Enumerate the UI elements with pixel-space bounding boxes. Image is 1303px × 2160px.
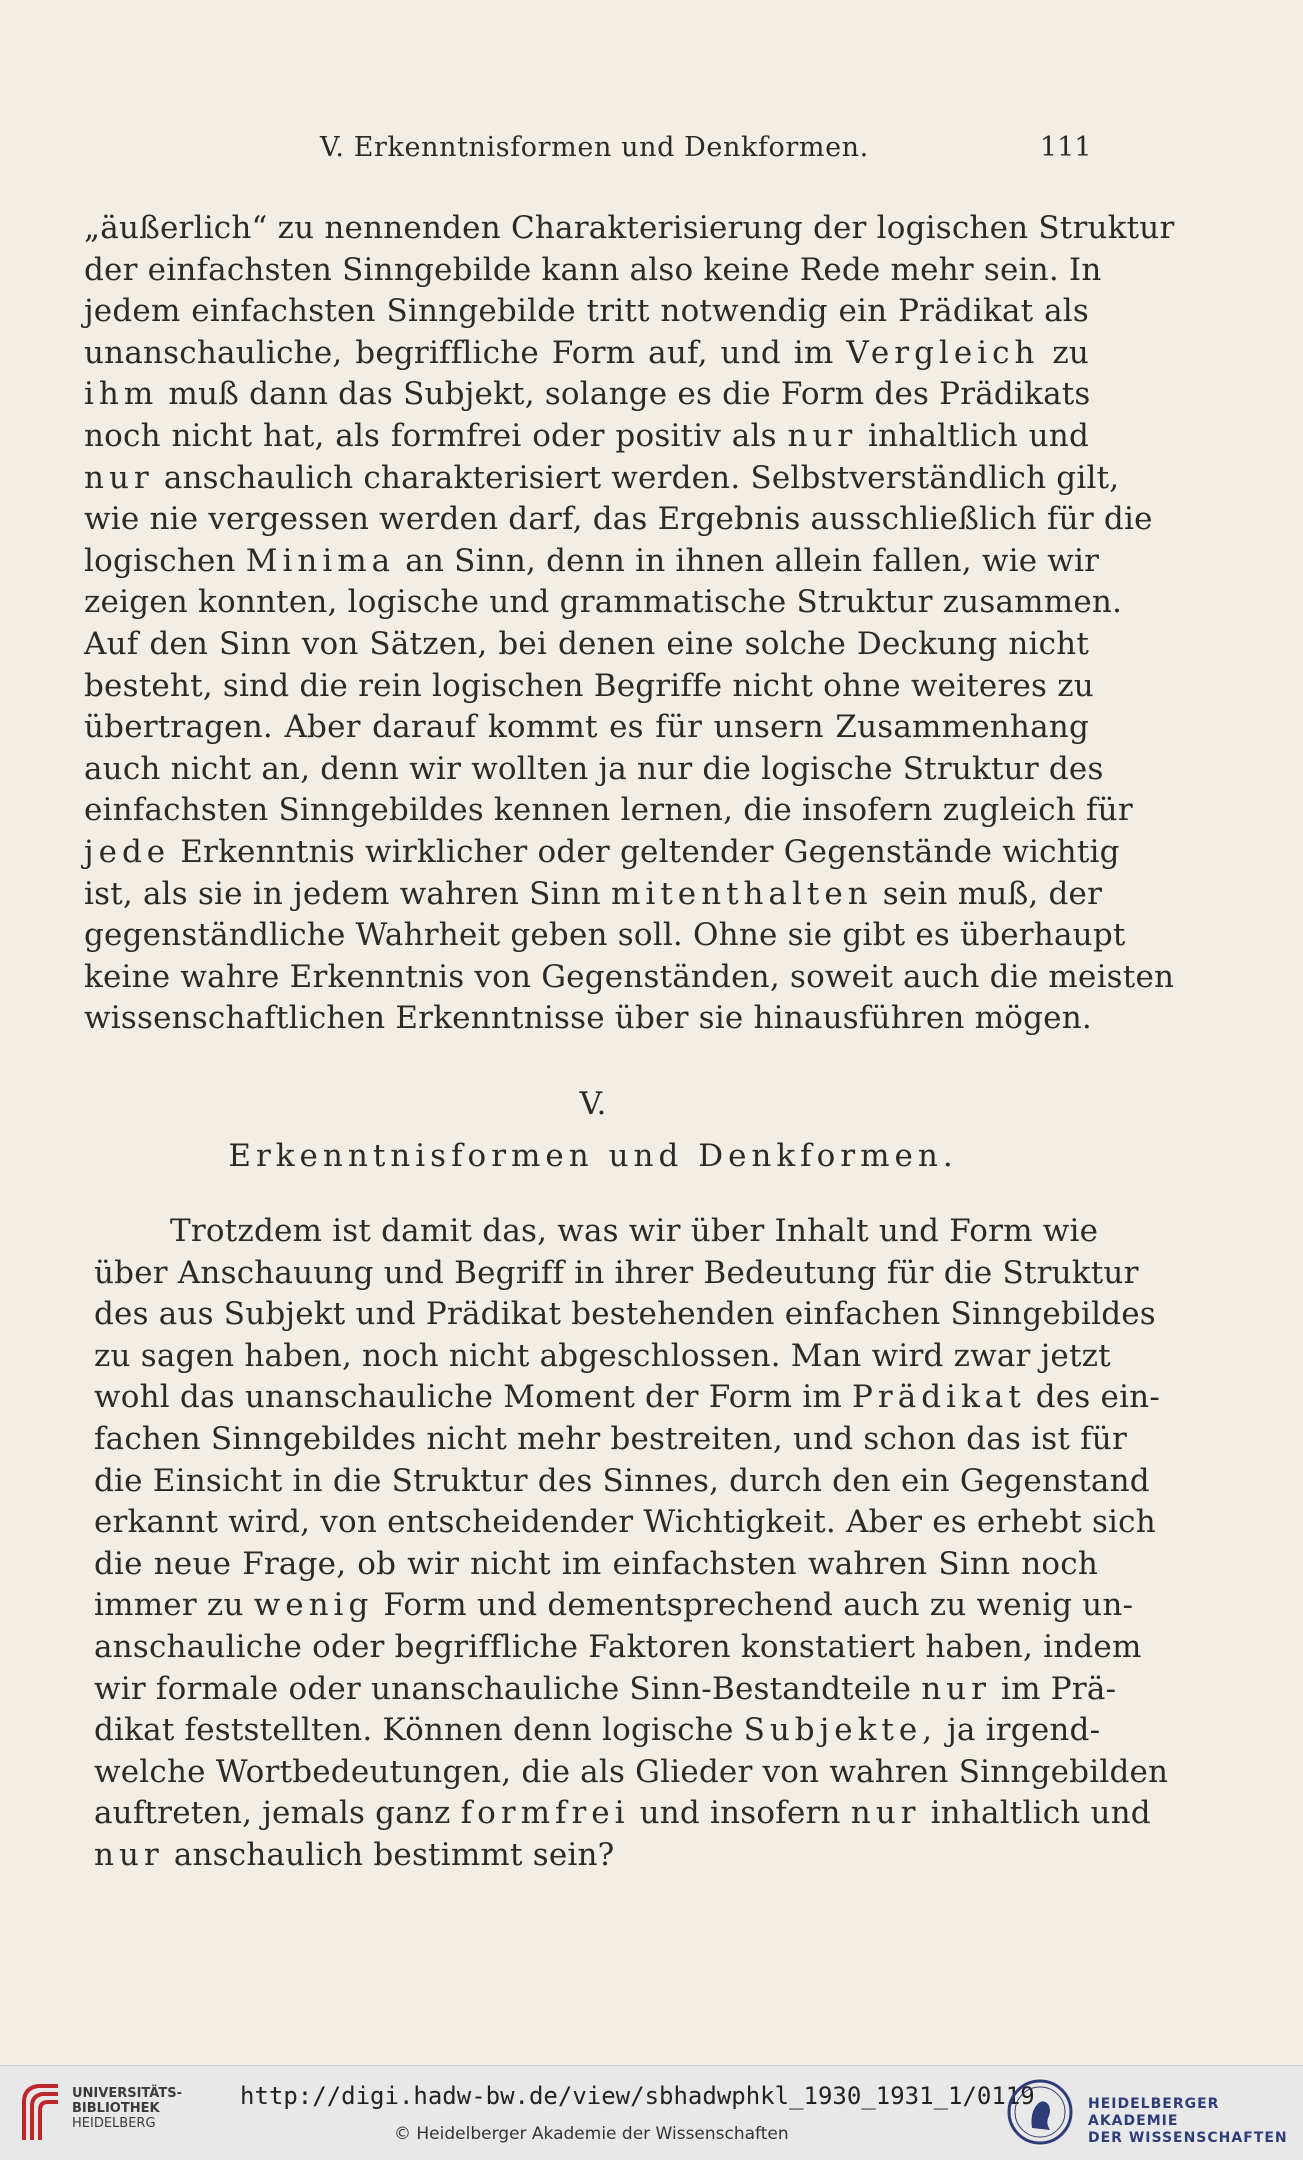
section-number: V. (579, 1086, 607, 1122)
permalink-url[interactable]: http://digi.hadw-bw.de/view/sbhadwphkl_1930_1931_1/0119 (240, 2082, 1035, 2110)
academy-seal-icon (1006, 2078, 1074, 2146)
university-library-logo-icon (14, 2080, 64, 2146)
paragraph (94, 1211, 1169, 1877)
text-line: noch nicht hat, als formfrei oder positiv als nur inhaltlich und (84, 417, 1089, 454)
text-line: dikat feststellten. Können denn logische Subjekte, ja irgend- (94, 1712, 1101, 1749)
page-number: 111 (1040, 132, 1092, 163)
text-line: des aus Subjekt und Prädikat bestehenden einfachen Sinngebildes (94, 1296, 1156, 1333)
academy-name: HEIDELBERGER AKADEMIE DER WISSENSCHAFTEN (1088, 2096, 1288, 2146)
paragraph-continued (84, 208, 1175, 1040)
copyright-notice: © Heidelberger Akademie der Wissenschaften (394, 2124, 789, 2144)
text-line: ihm muß dann das Subjekt, solange es die Form des Prädikats (84, 376, 1091, 413)
footer-bar (0, 2065, 1303, 2160)
text-line: logischen Minima an Sinn, denn in ihnen allein fallen, wie wir (84, 542, 1100, 579)
text-line: zeigen konnten, logische und grammatische Struktur zusammen. (84, 584, 1123, 621)
text-line: besteht, sind die rein logischen Begriffe nicht ohne weiteres zu (84, 667, 1094, 704)
text-line: „äußerlich“ zu nennenden Charakterisierung der logischen Struktur (84, 210, 1175, 246)
text-line: übertragen. Aber darauf kommt es für unsern Zusammenhang (84, 709, 1089, 746)
university-library-name: UNIVERSITÄTS- BIBLIOTHEK HEIDELBERG (72, 2086, 182, 2131)
text-line: die neue Frage, ob wir nicht im einfachsten wahren Sinn noch (94, 1545, 1098, 1582)
text-line: auftreten, jemals ganz formfrei und insofern nur inhaltlich und (94, 1795, 1151, 1832)
text-line: fachen Sinngebildes nicht mehr bestreiten, und schon das ist für (94, 1420, 1127, 1457)
text-line: nur anschaulich charakterisiert werden. Selbstverständlich gilt, (84, 459, 1120, 496)
text-line: jedem einfachsten Sinngebilde tritt notwendig ein Prädikat als (84, 293, 1089, 330)
text-line: Trotzdem ist damit das, was wir über Inhalt und Form wie (170, 1213, 1099, 1249)
text-line: über Anschauung und Begriff in ihrer Bedeutung für die Struktur (94, 1254, 1139, 1291)
text-line: zu sagen haben, noch nicht abgeschlossen. Man wird zwar jetzt (94, 1337, 1111, 1374)
text-line: Auf den Sinn von Sätzen, bei denen eine solche Deckung nicht (84, 625, 1089, 662)
text-line: welche Wortbedeutungen, die als Glieder von wahren Sinngebilden (94, 1753, 1169, 1790)
text-line: nur anschaulich bestimmt sein? (94, 1836, 615, 1873)
text-line: die Einsicht in die Struktur des Sinnes, durch den ein Gegenstand (94, 1462, 1150, 1499)
text-line: einfachsten Sinngebildes kennen lernen, die insofern zugleich für (84, 792, 1133, 829)
text-line: unanschauliche, begriffliche Form auf, und im Vergleich zu (84, 334, 1090, 371)
text-line: wohl das unanschauliche Moment der Form im Prädikat des ein- (94, 1379, 1161, 1416)
running-title: V. Erkenntnisformen und Denkformen. (320, 132, 869, 163)
section-title: Erkenntnisformen und Denkformen. (228, 1138, 958, 1174)
text-line: wie nie vergessen werden darf, das Ergebnis ausschließlich für die (84, 501, 1153, 538)
text-line: wissenschaftlichen Erkenntnisse über sie hinausführen mögen. (84, 1000, 1092, 1037)
text-line: wir formale oder unanschauliche Sinn-Bestandteile nur im Prä- (94, 1670, 1117, 1707)
text-line: der einfachsten Sinngebilde kann also keine Rede mehr sein. In (84, 251, 1102, 288)
text-line: jede Erkenntnis wirklicher oder geltender Gegenstände wichtig (84, 833, 1120, 870)
text-line: erkannt wird, von entscheidender Wichtigkeit. Aber es erhebt sich (94, 1504, 1156, 1541)
text-line: immer zu wenig Form und dementsprechend auch zu wenig un- (94, 1587, 1134, 1624)
text-line: auch nicht an, denn wir wollten ja nur die logische Struktur des (84, 750, 1104, 787)
text-line: anschauliche oder begriffliche Faktoren konstatiert haben, indem (94, 1628, 1142, 1665)
text-line: keine wahre Erkenntnis von Gegenständen, soweit auch die meisten (84, 958, 1175, 995)
running-head (0, 132, 1303, 172)
text-line: gegenständliche Wahrheit geben soll. Ohne sie gibt es überhaupt (84, 917, 1126, 954)
text-line: ist, als sie in jedem wahren Sinn mitenthalten sein muß, der (84, 875, 1103, 912)
